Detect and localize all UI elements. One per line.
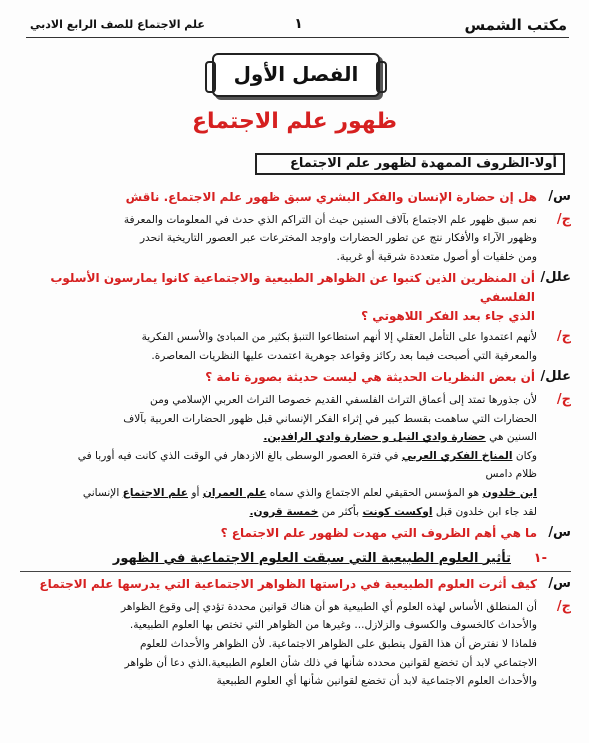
question-2 bbox=[20, 524, 571, 544]
question-text: الذي جاء بعد الفكر اللاهوتي ؟ bbox=[361, 308, 535, 323]
reason-label: علل/ bbox=[540, 270, 571, 286]
subsection-heading bbox=[20, 550, 571, 569]
answer-line: فلماذا لا نفترض أن هذا القول ينطبق على الظواهر الاجتماعية. لأن الظواهر والأحداث للعلوم bbox=[140, 638, 537, 651]
text-run: أو bbox=[188, 486, 203, 499]
emphasis-text: خمسة قرون. bbox=[249, 505, 319, 518]
answer-line bbox=[20, 484, 537, 503]
subsection-title: تأثير العلوم الطبيعية التي سبقت العلوم الاجتماعية في الظهور bbox=[112, 550, 511, 566]
reason-question-1 bbox=[20, 269, 571, 325]
text-run: في فترة العصور الوسطى بالغ الازدهار في الوقت الذي كانت فيه أوربا في bbox=[77, 449, 402, 462]
text-run: بأكثر من bbox=[318, 505, 363, 518]
header-divider bbox=[26, 37, 569, 38]
answer-line: لأن جذورها تمتد إلى أعماق التراث الفلسفي القديم خصوصا التراث العربي الإسلامي ومن bbox=[150, 393, 537, 406]
emphasis-text: ابن خلدون bbox=[482, 486, 537, 499]
emphasis-text: اوكست كونت bbox=[362, 505, 433, 518]
answer-line bbox=[20, 428, 537, 447]
question-label: س/ bbox=[548, 576, 571, 592]
page-number: ١ bbox=[294, 16, 303, 32]
answer-line: لأنهم اعتمدوا على التأمل العقلي إلا أنهم استطاعوا التنبؤ بكثير من المبادئ والأسس الفكرية bbox=[141, 331, 537, 344]
answer-label: ج/ bbox=[556, 329, 571, 345]
answer-line: والمعرفية التي أصبحت فيما بعد ركائز وقواعد جوهرية اعتمدت عليها النظريات المعاصرة. bbox=[151, 349, 537, 362]
reason-answer-2 bbox=[20, 391, 571, 521]
answer-label: ج/ bbox=[556, 391, 571, 407]
text-run: السنين هي bbox=[485, 431, 537, 444]
reason-label: علل/ bbox=[540, 369, 571, 385]
emphasis-text: علم العمران bbox=[202, 486, 267, 499]
answer-line: الحضارات التي ساهمت بقسط كبير في إثراء الفكر الإنساني قبل ظهور الحضارات العربية بآلاف bbox=[123, 412, 537, 425]
question-text: أن بعض النظريات الحديثة هي ليست حديثة بصورة تامة ؟ bbox=[205, 370, 535, 385]
emphasis-text: المناخ الفكري العربي bbox=[401, 449, 513, 462]
answer-3 bbox=[20, 598, 571, 691]
publisher-name: مكتب الشمس bbox=[464, 16, 567, 34]
subject-label: علم الاجتماع للصف الرابع الادبي bbox=[30, 18, 205, 31]
question-1 bbox=[20, 188, 571, 208]
answer-line: ظلام دامس bbox=[485, 468, 537, 481]
answer-line: الاجتماعي لابد أن تخضع لقوانين محدده شأنها في ذلك شأن العلوم الطبيعية.الذي دعا أن ظواهر bbox=[124, 656, 537, 669]
question-label: س/ bbox=[548, 525, 571, 541]
text-run: الإنساني bbox=[82, 486, 123, 499]
answer-1 bbox=[20, 211, 571, 267]
chapter-banner bbox=[212, 53, 380, 97]
subsection-number: -١ bbox=[533, 550, 547, 566]
reason-question-2 bbox=[20, 368, 571, 388]
text-run: وكان bbox=[512, 449, 537, 462]
answer-line: وظهور الآراء والأفكار نتج عن تطور الحضارات واوجد المخترعات عبر العصور التاريخية انحدر bbox=[139, 232, 537, 245]
answer-line bbox=[20, 503, 537, 522]
answer-line: أن المنطلق الأساس لهذه العلوم أي الطبيعية هو أن هناك قوانين محددة تؤدي إلى وقوع الظواهر bbox=[121, 600, 537, 613]
question-text: ما هي أهم الظروف التي مهدت لظهور علم الاجتماع ؟ bbox=[220, 526, 537, 541]
question-3 bbox=[20, 575, 571, 595]
answer-label: ج/ bbox=[556, 598, 571, 614]
section-heading: أولا-الظروف الممهدة لظهور علم الاجتماع bbox=[255, 153, 565, 175]
page-header bbox=[30, 16, 567, 36]
answer-line: والأحداث العلوم الاجتماعية لابد أن تخضع لقوانين شأنها أي العلوم الطبيعية bbox=[216, 675, 537, 688]
emphasis-text: حضارة وادي النيل و حضارة وادي الرافدين. bbox=[263, 431, 486, 444]
answer-line: نعم سبق ظهور علم الاجتماع بآلاف السنين حيث أن التراكم الذي حدث في المعلومات والمعرفة bbox=[123, 213, 537, 226]
emphasis-text: علم الاجتماع bbox=[122, 486, 189, 499]
reason-answer-1 bbox=[20, 328, 571, 365]
answer-line bbox=[20, 447, 537, 466]
question-text: كيف أثرت العلوم الطبيعية في دراستها الظواهر الاجتماعية التي يدرسها علم الاجتماع bbox=[39, 577, 537, 592]
answer-label: ج/ bbox=[556, 211, 571, 227]
answer-line: والأحداث كالخسوف والكسوف والزلازل... وغيرها من الظواهر التي تختص بها العلوم الطبيعية. bbox=[129, 619, 537, 632]
lesson-title: ظهور علم الاجتماع bbox=[191, 109, 398, 134]
answer-line: ومن خلفيات أو أصول متعددة شرقية أو غربية. bbox=[336, 250, 537, 263]
divider bbox=[20, 571, 571, 572]
content bbox=[20, 188, 571, 694]
question-text: أن المنظرين الذين كتبوا عن الظواهر الطبيعية والاجتماعية كانوا يمارسون الأسلوب الفلسفي bbox=[50, 271, 535, 304]
text-run: لقد جاء ابن خلدون قبل bbox=[432, 505, 537, 518]
text-run: هو المؤسس الحقيقي لعلم الاجتماع والذي سماه bbox=[266, 486, 483, 499]
question-text: هل إن حضارة الإنسان والفكر البشري سبق ظهور علم الاجتماع. ناقش bbox=[125, 190, 537, 204]
chapter-title: الفصل الأول bbox=[233, 62, 359, 86]
question-label: س/ bbox=[548, 189, 571, 204]
